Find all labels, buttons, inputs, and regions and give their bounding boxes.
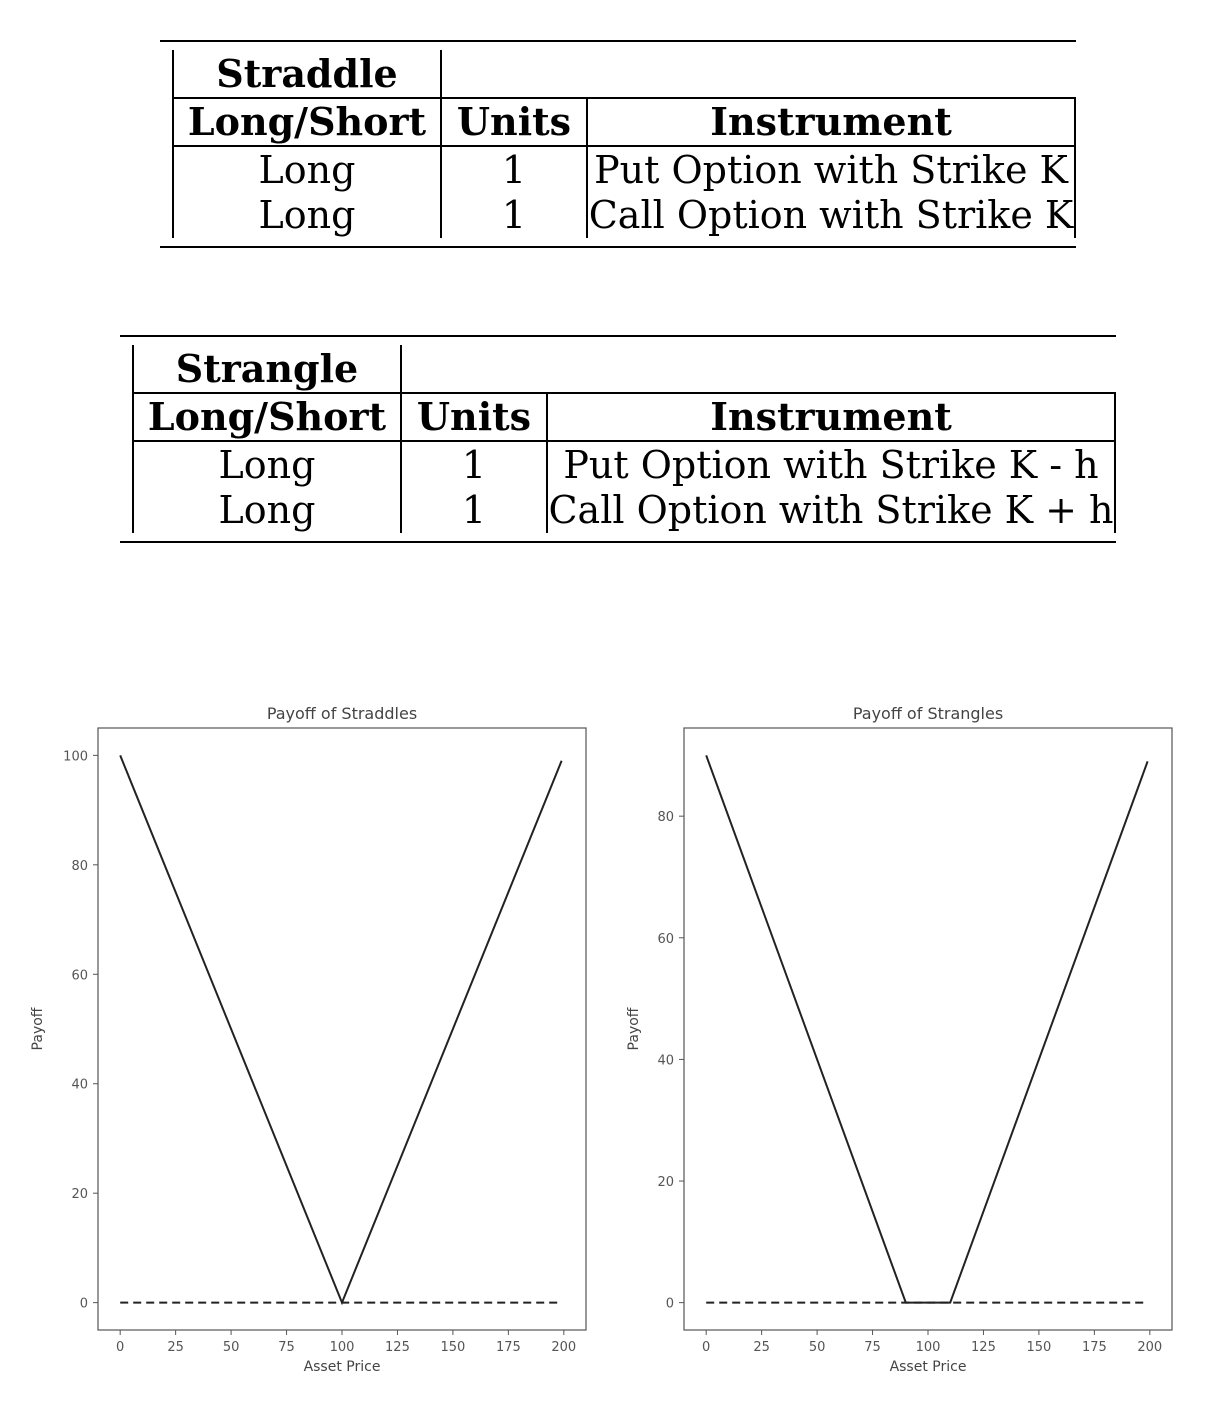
strangle-row1-units: 1 xyxy=(401,441,547,487)
y-tick-label-straddles: 60 xyxy=(71,968,88,984)
straddle-row1-instrument: Put Option with Strike K xyxy=(587,146,1075,192)
strangle-header-long-short: Long/Short xyxy=(133,393,401,441)
straddle-row2-units: 1 xyxy=(441,192,587,238)
x-tick-label-straddles: 200 xyxy=(551,1340,577,1355)
y-tick-label-strangles: 60 xyxy=(657,931,674,947)
x-tick-label-straddles: 0 xyxy=(116,1340,125,1355)
x-tick-label-strangles: 50 xyxy=(808,1340,826,1355)
y-tick-label-straddles: 0 xyxy=(79,1296,88,1312)
x-tick-label-strangles: 100 xyxy=(915,1340,941,1355)
y-axis-label-strangles: Payoff xyxy=(626,1007,642,1051)
x-tick-label-strangles: 150 xyxy=(1026,1340,1052,1355)
series-payoff-line-strangles xyxy=(706,755,1147,1302)
x-tick-label-straddles: 100 xyxy=(329,1340,355,1355)
y-tick-label-strangles: 20 xyxy=(657,1175,674,1191)
x-tick-label-strangles: 125 xyxy=(971,1340,996,1355)
strangle-header-instrument: Instrument xyxy=(547,393,1115,441)
strangle-row2-units: 1 xyxy=(401,487,547,533)
x-axis-label-strangles: Asset Price xyxy=(889,1359,967,1375)
y-tick-label-straddles: 20 xyxy=(71,1187,88,1203)
x-tick-label-strangles: 0 xyxy=(702,1340,711,1355)
y-tick-label-straddles: 80 xyxy=(71,858,88,874)
chart-frame-straddles xyxy=(98,728,586,1330)
straddle-title: Straddle xyxy=(173,50,441,98)
chart-title-straddles: Payoff of Straddles xyxy=(266,704,418,723)
x-tick-label-straddles: 50 xyxy=(222,1340,240,1355)
x-tick-label-straddles: 125 xyxy=(385,1340,410,1355)
y-tick-label-strangles: 0 xyxy=(665,1296,674,1312)
strangle-row1-long-short: Long xyxy=(133,441,401,487)
x-tick-label-strangles: 75 xyxy=(864,1340,881,1355)
straddle-row2-long-short: Long xyxy=(173,192,441,238)
straddle-header-units: Units xyxy=(441,98,587,146)
straddle-row1-long-short: Long xyxy=(173,146,441,192)
strangle-header-units: Units xyxy=(401,393,547,441)
x-tick-label-straddles: 150 xyxy=(440,1340,466,1355)
straddle-row1-units: 1 xyxy=(441,146,587,192)
series-payoff-line-straddles xyxy=(120,755,561,1302)
x-tick-label-straddles: 175 xyxy=(495,1340,521,1355)
y-tick-label-straddles: 100 xyxy=(63,749,88,765)
strangle-title: Strangle xyxy=(133,345,401,393)
strangle-row2-long-short: Long xyxy=(133,487,401,533)
x-tick-label-strangles: 175 xyxy=(1081,1340,1107,1355)
x-tick-label-straddles: 75 xyxy=(278,1340,295,1355)
straddle-header-instrument: Instrument xyxy=(587,98,1075,146)
chart-frame-strangles xyxy=(684,728,1172,1330)
straddle-row2-instrument: Call Option with Strike K xyxy=(588,193,1074,237)
strangle-row1-instrument: Put Option with Strike K - h xyxy=(547,441,1115,487)
x-tick-label-strangles: 25 xyxy=(753,1340,770,1355)
y-tick-label-straddles: 40 xyxy=(71,1077,88,1093)
y-axis-label-straddles: Payoff xyxy=(30,1007,46,1051)
x-tick-label-straddles: 25 xyxy=(167,1340,184,1355)
x-axis-label-straddles: Asset Price xyxy=(303,1359,381,1375)
straddle-header-long-short: Long/Short xyxy=(173,98,441,146)
x-tick-label-strangles: 200 xyxy=(1137,1340,1163,1355)
y-tick-label-strangles: 80 xyxy=(657,810,674,826)
chart-title-strangles: Payoff of Strangles xyxy=(852,704,1004,723)
strangle-row2-instrument: Call Option with Strike K + h xyxy=(548,488,1114,532)
y-tick-label-strangles: 40 xyxy=(657,1053,674,1069)
